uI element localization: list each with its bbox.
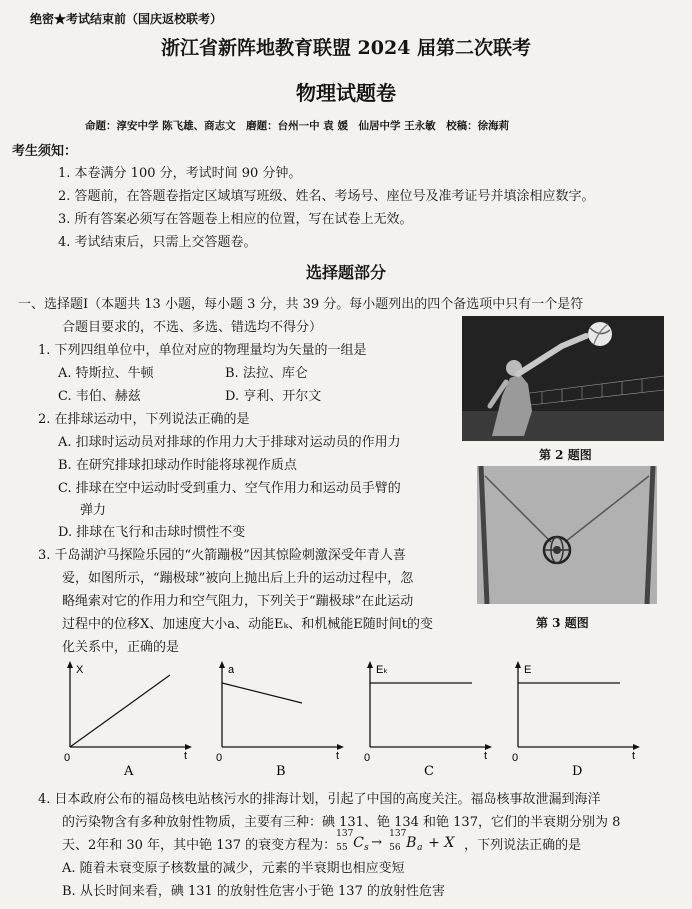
q2-stem: 2. 在排球运动中，下列说法正确的是 xyxy=(38,412,250,427)
q2-caption: 第 2 题图 xyxy=(539,448,592,462)
graph-origin: 0 xyxy=(512,752,519,764)
q3-graph-b xyxy=(212,655,352,780)
authors-line: 命题：淳安中学 陈飞雄、商志文 磨题：台州一中 袁 媛 仙居中学 王永敏 校稿：徐海莉 xyxy=(85,120,510,132)
q4-stem-text: 天、2年和 30 年，其中铯 137 的衰变方程为： xyxy=(62,838,337,853)
notice-item: 4. 考试结束后，只需上交答题卷。 xyxy=(58,235,257,250)
graph-ylabel: Eₖ xyxy=(376,664,389,676)
graph-letter: D xyxy=(572,764,583,779)
q4-stem: 的污染物含有多种放射性物质，主要有三种：碘 131、铯 134 和铯 137，它们的半衰期分别为 8 xyxy=(62,815,621,830)
graph-xlabel: t xyxy=(632,750,636,762)
q3-graph-d xyxy=(508,655,648,780)
part-instructions: 合题目要求的，不选、多选、错选均不得分） xyxy=(62,320,323,335)
graph-ylabel: a xyxy=(228,664,235,676)
q1-option-d: D. 亨利、开尔文 xyxy=(225,389,322,404)
graph-curve xyxy=(222,683,302,703)
graph-xlabel: t xyxy=(336,750,340,762)
graph-ylabel: X xyxy=(76,664,84,676)
notice-item: 2. 答题前，在答题卷指定区域填写班级、姓名、考场号、座位号及准考证号并填涂相应数字。 xyxy=(58,189,595,204)
q2-option-b: B. 在研究排球扣球动作时能将球视作质点 xyxy=(58,458,297,473)
exam-title: 浙江省新阵地教育联盟 2024 届第二次联考 xyxy=(160,37,532,59)
q2-option-c-cont: 弹力 xyxy=(80,503,107,518)
graph-ylabel: E xyxy=(524,664,532,676)
graph-letter: C xyxy=(424,764,434,779)
secret-label: 绝密★考试结束前（国庆返校联考） xyxy=(30,12,223,26)
graph-origin: 0 xyxy=(216,752,223,764)
q3-graph-a xyxy=(60,655,200,780)
q3-graph-c xyxy=(360,655,500,780)
part-instructions: 一、选择题Ⅰ（本题共 13 小题，每小题 3 分，共 39 分。每小题列出的四个备选项中只有一个是符 xyxy=(18,297,584,312)
q4-option-b: B. 从长时间来看，碘 131 的放射性危害小于铯 137 的放射性危害 xyxy=(62,884,445,899)
q3-stem: 略绳索对它的作用力和空气阻力，下列关于“蹦极球”在此运动 xyxy=(62,594,414,609)
q4-stem-text: ，下列说法正确的是 xyxy=(464,838,582,853)
exam-subtitle: 物理试题卷 xyxy=(296,81,396,105)
graph-xlabel: t xyxy=(484,750,488,762)
q1-option-c: C. 韦伯、赫兹 xyxy=(58,389,141,404)
q3-caption: 第 3 题图 xyxy=(536,616,589,630)
notice-item: 3. 所有答案必须写在答题卷上相应的位置，写在试卷上无效。 xyxy=(58,212,413,227)
notice-heading: 考生须知： xyxy=(12,144,78,159)
section-title: 选择题部分 xyxy=(305,263,386,282)
graph-letter: B xyxy=(276,764,286,779)
graph-xlabel: t xyxy=(184,750,188,762)
q1-stem: 1. 下列四组单位中，单位对应的物理量均为矢量的一组是 xyxy=(38,343,367,358)
q4-option-a: A. 随着未衰变原子核数量的减少，元素的半衰期也相应变短 xyxy=(62,861,405,876)
q3-stem: 3. 千岛湖沪马探险乐园的“火箭蹦极”因其惊险刺激深受年青人喜 xyxy=(38,548,406,563)
graph-curve xyxy=(70,675,170,747)
q3-stem: 爱，如图所示，“蹦极球”被向上抛出后上升的运动过程中，忽 xyxy=(62,571,414,586)
q2-option-c: C. 排球在空中运动时受到重力、空气作用力和运动员手臂的 xyxy=(58,481,401,496)
q3-stem: 过程中的位移X、加速度大小a、动能Eₖ、和机械能E随时间t的变 xyxy=(62,617,433,632)
q4-stem-a xyxy=(62,829,582,853)
q1-option-b: B. 法拉、库仑 xyxy=(225,366,308,381)
q4-stem: 4. 日本政府公布的福岛核电站核污水的排海计划，引起了中国的高度关注。福岛核事故泄漏到海洋 xyxy=(38,792,601,807)
decay-equation: 137 55 C s → 137 56 B a + X xyxy=(336,829,455,853)
graph-origin: 0 xyxy=(364,752,371,764)
volleyball-photo xyxy=(462,316,664,441)
q2-option-a: A. 扣球时运动员对排球的作用力大于排球对运动员的作用力 xyxy=(58,435,401,450)
rocket-bungee-photo xyxy=(477,466,657,604)
graph-origin: 0 xyxy=(64,752,71,764)
q1-option-a: A. 特斯拉、牛顿 xyxy=(58,366,154,381)
q3-stem: 化关系中，正确的是 xyxy=(62,640,180,655)
q2-option-d: D. 排球在飞行和击球时惯性不变 xyxy=(58,525,246,540)
notice-item: 1. 本卷满分 100 分，考试时间 90 分钟。 xyxy=(58,166,302,181)
graph-letter: A xyxy=(124,764,134,779)
